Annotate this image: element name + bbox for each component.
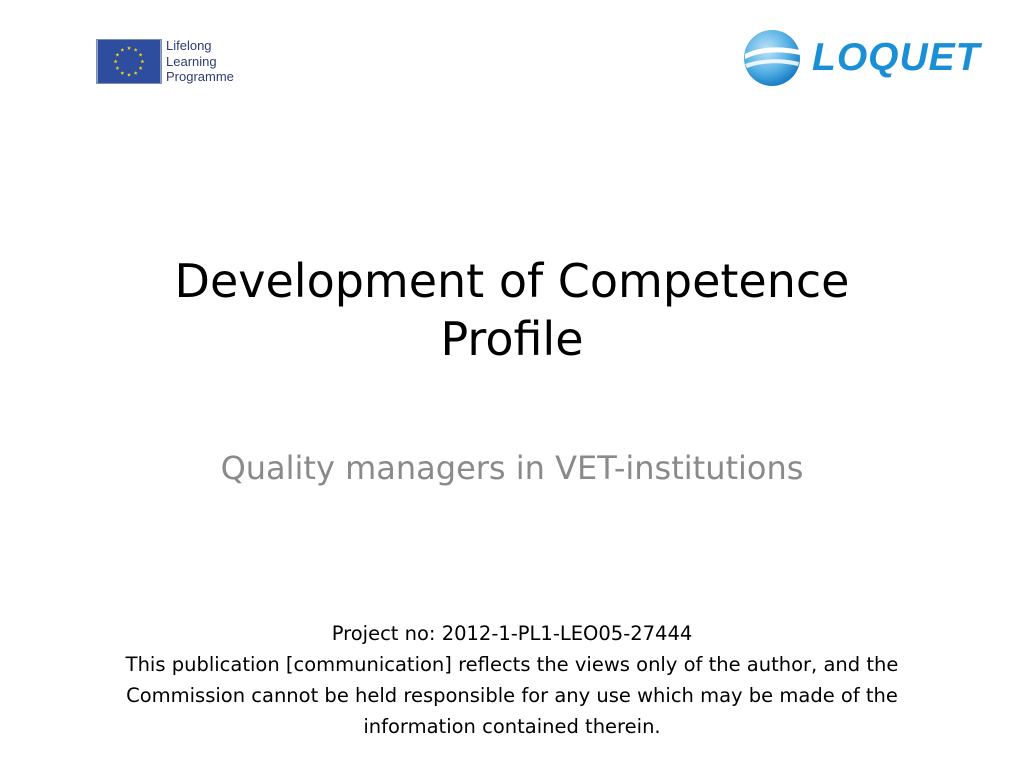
llp-logo-text xyxy=(166,38,234,85)
slide-title-line: Development of Competence xyxy=(174,254,850,308)
project-number: Project no: 2012-1-PL1-LEO05-27444 xyxy=(331,622,693,645)
llp-logo-line: Learning xyxy=(166,53,217,69)
lifelong-learning-programme-logo xyxy=(96,38,246,86)
eu-flag-icon xyxy=(96,39,162,84)
llp-logo-line: Lifelong xyxy=(166,38,212,53)
slide-footer xyxy=(60,618,964,742)
slide-title xyxy=(60,252,964,368)
llp-logo-line: Programme xyxy=(166,69,234,84)
slide-title-line: Profile xyxy=(440,312,584,366)
loquet-globe-icon xyxy=(742,28,802,88)
loquet-logo xyxy=(742,28,1012,88)
loquet-wordmark: LOQUET xyxy=(812,36,981,79)
disclaimer-line: This publication [communication] reflects the views only of the author, and the xyxy=(125,653,899,676)
disclaimer-line: Commission cannot be held responsible for any use which may be made of the xyxy=(126,684,898,707)
disclaimer-line: information contained therein. xyxy=(363,715,661,738)
slide-subtitle: Quality managers in VET-institutions xyxy=(220,449,804,487)
